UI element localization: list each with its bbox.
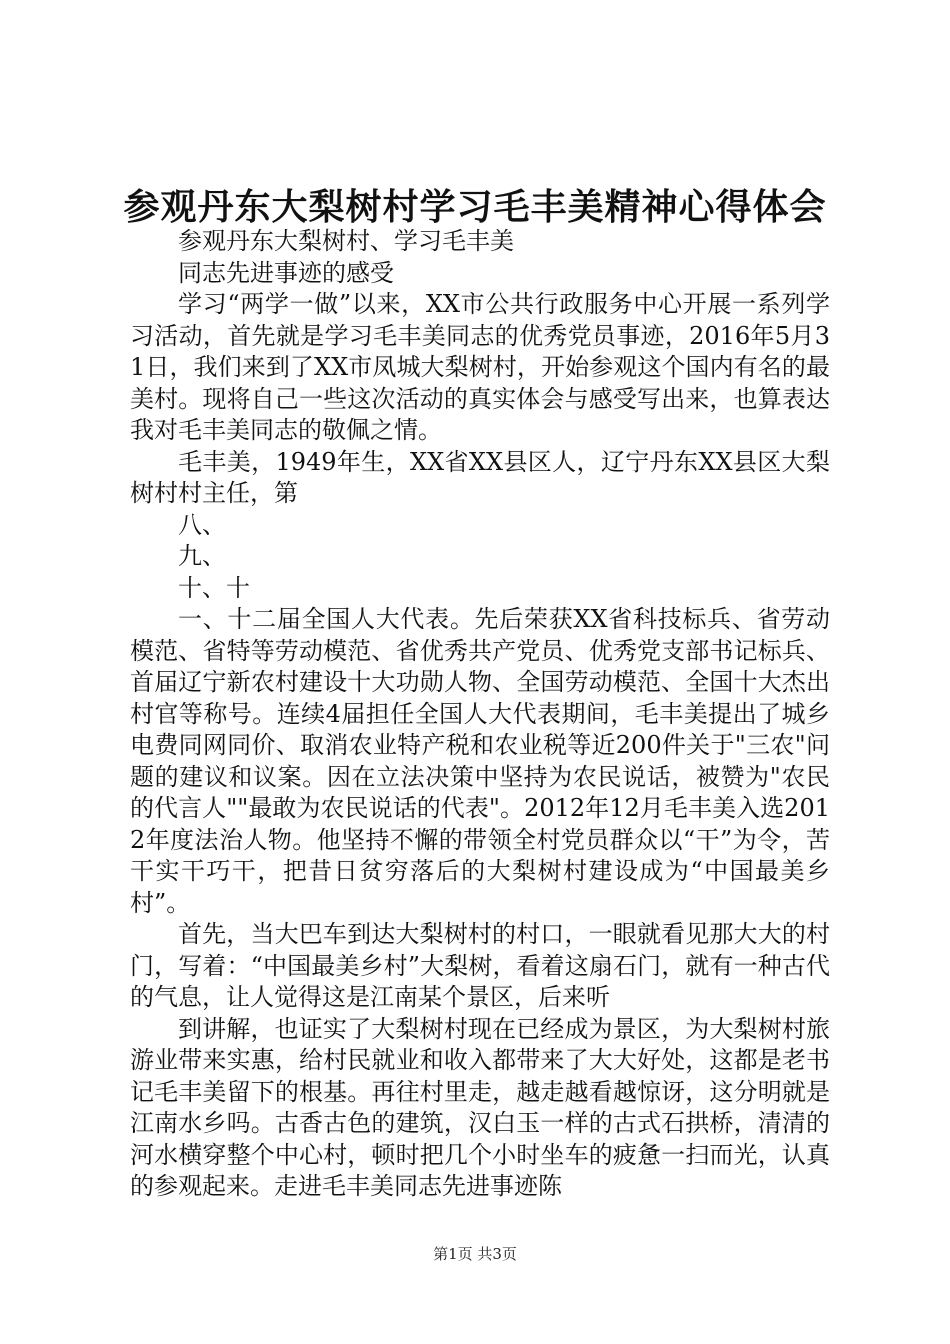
document-title: 参观丹东大梨树村学习毛丰美精神心得体会 xyxy=(123,187,827,228)
paragraph: 一、十二届全国人大代表。先后荣获XX省科技标兵、省劳动模范、省特等劳动模范、省优秀共产党员、优秀党支部书记标兵、首届辽宁新农村建设十大功勋人物、全国劳动模范、全国十大杰出村官等称号。连续4届担任全国人大代表期间，毛丰美提出了城乡电费同网同价、取消农业特产税和农业税等近200件关于"三农"问题的建议和议案。因在立法决策中坚持为农民说话，被赞为"农民的代言人""最敢为农民说话的代表"。2012年12月毛丰美入选2012年度法治人物。他坚持不懈的带领全村党员群众以“干”为令，苦干实干巧干，把昔日贫穷落后的大梨树村建设成为“中国最美乡村”。 xyxy=(130,605,830,917)
paragraph: 参观丹东大梨树村、学习毛丰美 xyxy=(178,227,514,255)
paragraph: 学习“两学一做”以来，XX市公共行政服务中心开展一系列学习活动，首先就是学习毛丰美同志的优秀党员事迹，2016年5月31日，我们来到了XX市凤城大梨树村，开始参观这个国内有名的最美村。现将自己一些这次活动的真实体会与感受写出来，也算表达我对毛丰美同志的敬佩之情。 xyxy=(130,290,830,444)
paragraph: 首先，当大巴车到达大梨树村的村口，一眼就看见那大大的村门，写着：“中国最美乡村”大梨树，看着这扇石门，就有一种古代的气息，让人觉得这是江南某个景区，后来听 xyxy=(130,920,830,1011)
paragraph: 八、 xyxy=(178,510,226,539)
document-body xyxy=(130,226,830,1203)
paragraph: 同志先进事迹的感受 xyxy=(178,258,394,287)
paragraph: 九、 xyxy=(178,542,226,570)
page-number-footer: 第1页 共3页 xyxy=(433,1245,517,1263)
paragraph: 毛丰美，1949年生，XX省XX县区人，辽宁丹东XX县区大梨树村村主任，第 xyxy=(130,447,830,507)
paragraph: 到讲解，也证实了大梨树村现在已经成为景区，为大梨树村旅游业带来实惠，给村民就业和收入都带来了大大好处，这都是老书记毛丰美留下的根基。再往村里走，越走越看越惊讶，这分明就是江南水乡吗。古香古色的建筑，汉白玉一样的古式石拱桥，清清的河水横穿整个中心村，顿时把几个小时坐车的疲惫一扫而光，认真的参观起来。走进毛丰美同志先进事迹陈 xyxy=(130,1014,830,1200)
paragraph: 十、十 xyxy=(178,573,250,602)
